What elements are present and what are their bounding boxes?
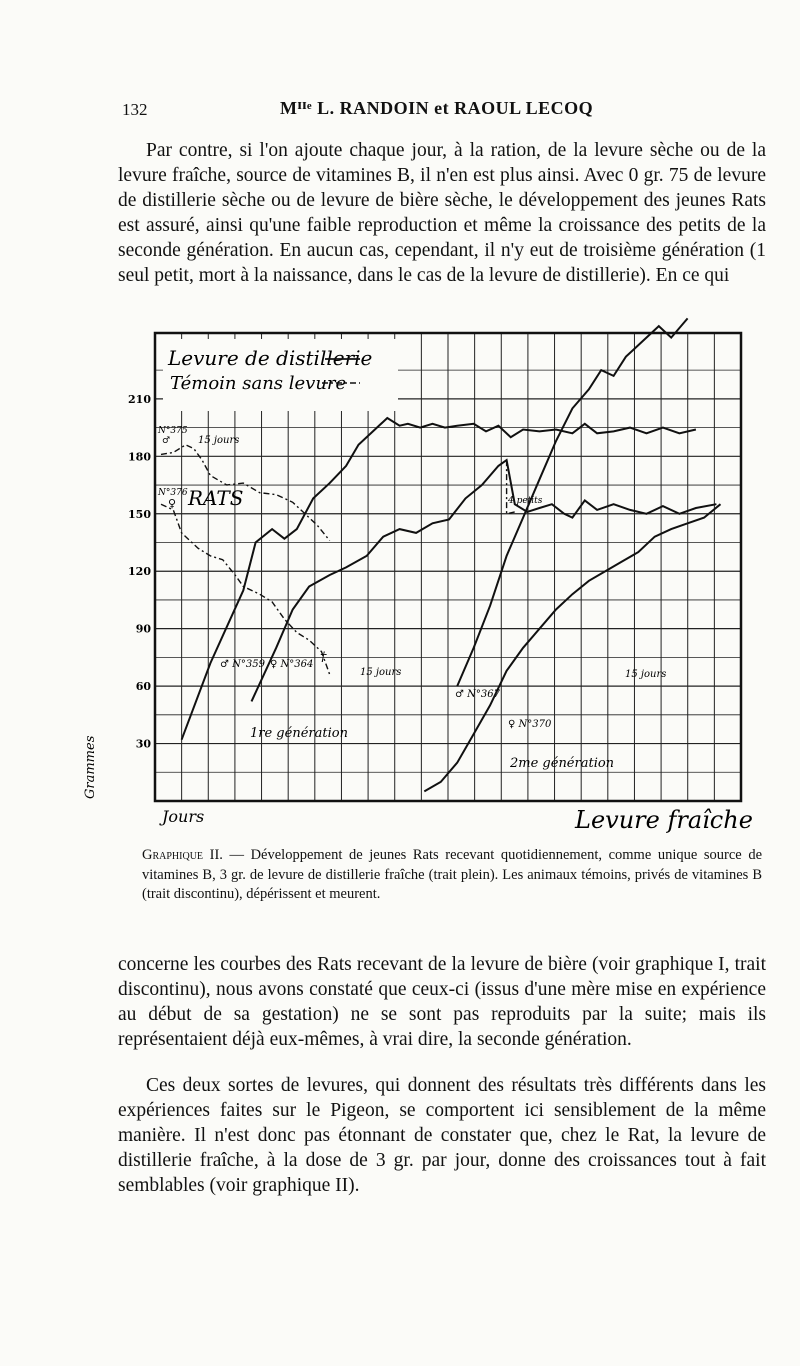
- chart-annotation: 15 jours: [198, 435, 240, 446]
- chart-annotation: ♂ N°359: [220, 659, 265, 670]
- chart-subtitle: Levure fraîche: [575, 806, 753, 834]
- chart-annotation: 15 jours: [625, 669, 667, 680]
- chart-annotation: ♀ N°370: [508, 719, 552, 730]
- y-tick-label: 180: [128, 450, 151, 464]
- page-number: 132: [122, 100, 148, 119]
- chart-annotation: ♂: [162, 436, 171, 446]
- running-title: Mᴵᴵᵉ L. RANDOIN et RAOUL LECOQ: [280, 98, 594, 118]
- y-tick-label: 90: [135, 622, 151, 636]
- series-line-1: [252, 460, 717, 701]
- paragraph-2: concerne les courbes des Rats recevant de la levure de bière (voir graphique I, trait discontinu), nous avons constaté que ceux-ci (issus d'une mère mise en expérience au début de sa gestation) ne se sont pas reproduits par la suite; mais ils représentaient déjà eux-mêmes, à vrai dire, la seconde génération.: [118, 954, 766, 1050]
- figure-caption: [142, 846, 762, 905]
- paragraph-3: Ces deux sortes de levures, qui donnent des résultats très différents dans les expériences faites sur le Pigeon, se comportent ici sensiblement de la même manière. Il n'est donc pas étonnant de constater que, chez le Rat, la levure de distillerie fraîche, à la dose de 3 gr. par jour, donne des croissances tout à fait semblables (voir graphique II).: [118, 1075, 766, 1196]
- series-line-0: [182, 418, 696, 740]
- chart-annotation: †: [320, 650, 327, 665]
- series-line-3: [424, 504, 720, 791]
- y-tick-label: 30: [135, 737, 151, 751]
- caption-label: Graphique II.: [142, 847, 223, 863]
- chart-annotation: ♀ N°364: [270, 659, 314, 670]
- chart-annotation: 2me génération: [510, 756, 615, 771]
- y-tick-label: 120: [128, 565, 151, 579]
- page-header: [110, 98, 790, 124]
- y-axis-label: Grammes: [83, 735, 98, 799]
- legend-entry-temoin: Témoin sans levure: [170, 373, 347, 394]
- annotations: [157, 426, 666, 771]
- y-tick-labels: [128, 393, 151, 751]
- legend-entry-levure: Levure de distillerie: [168, 346, 373, 370]
- series-line-5: [161, 504, 330, 674]
- chart-annotation: RATS: [188, 486, 244, 510]
- chart-annotation: ♂ N°367: [455, 689, 500, 700]
- paragraph-1: Par contre, si l'on ajoute chaque jour, à la ration, de la levure sèche ou de la levure fraîche, source de vitamines B, il n'en est plus ainsi. Avec 0 gr. 75 de levure de distillerie sèche ou de levure de bière sèche, le développement des jeunes Rats est assuré, ainsi qu'une faible reproduction et même la croissance des petits de la seconde génération. En aucun cas, cependant, il n'y eut de troisième génération (1 seul petit, mort à la naissance, dans le cas de la levure de distillerie). En ce qui: [118, 140, 766, 286]
- y-tick-label: 150: [128, 507, 151, 521]
- chart-annotation: 4 petits: [508, 496, 543, 506]
- chart-annotation: ♀: [168, 497, 177, 510]
- x-axis-label: Jours: [162, 807, 205, 826]
- y-tick-label: 210: [128, 392, 151, 406]
- chart-annotation: N°375: [158, 426, 188, 436]
- y-tick-label: 60: [135, 680, 151, 694]
- caption-text: — Développement de jeunes Rats recevant quotidiennement, comme unique source de vitamines B, 3 gr. de levure de distillerie fraîche (trait plein). Les animaux témoins, privés de vitamines B (trait discontinu), dépérissent et meurent.: [142, 847, 763, 902]
- chart-annotation: 15 jours: [360, 667, 402, 678]
- growth-chart: [83, 325, 753, 835]
- series-line-2: [457, 318, 687, 686]
- chart-annotation: N°376: [158, 488, 188, 498]
- chart-annotation: 1re génération: [250, 726, 348, 741]
